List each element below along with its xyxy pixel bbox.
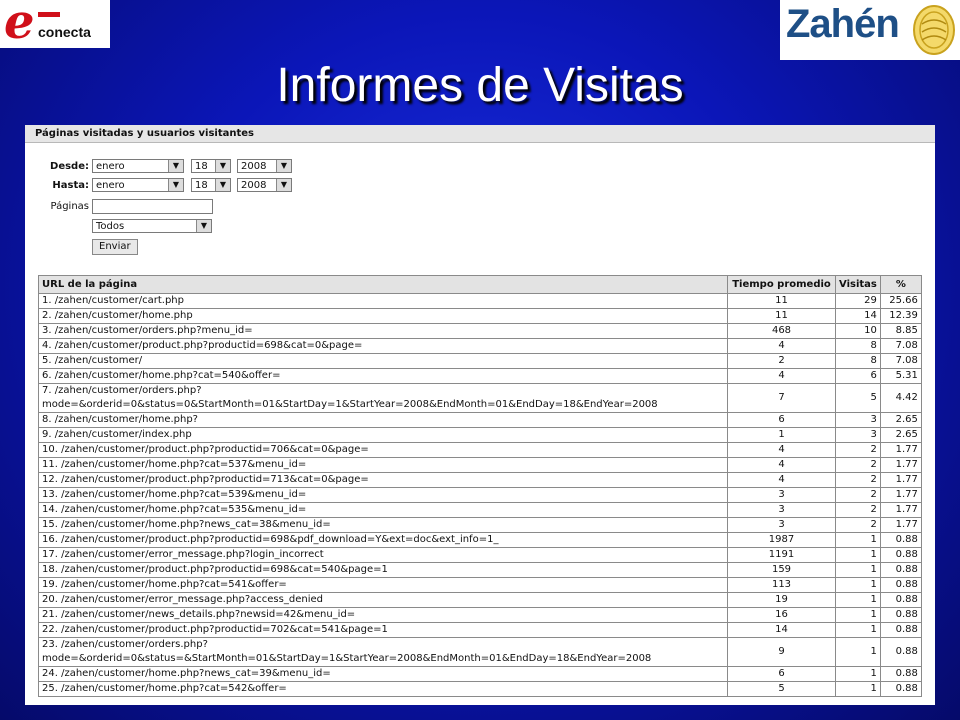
url-cell: 17. /zahen/customer/error_message.php?login_incorrect [39, 548, 728, 563]
table-row [39, 443, 922, 458]
hasta-month-select[interactable] [92, 178, 184, 192]
tiempo-cell: 1191 [728, 548, 836, 563]
hasta-year-value: 2008 [241, 180, 267, 191]
panel-title: Páginas visitadas y usuarios visitantes [25, 125, 935, 143]
slide-title: Informes de Visitas [276, 59, 684, 112]
tiempo-cell: 4 [728, 339, 836, 354]
url-cell: 5. /zahen/customer/ [39, 354, 728, 369]
visitas-cell: 3 [836, 413, 881, 428]
url-cell: 4. /zahen/customer/product.php?productid=698&cat=0&page= [39, 339, 728, 354]
pct-cell: 0.88 [880, 563, 921, 578]
pct-cell: 0.88 [880, 593, 921, 608]
tiempo-cell: 4 [728, 473, 836, 488]
visitas-cell: 29 [836, 294, 881, 309]
desde-month-select[interactable] [92, 159, 184, 173]
col-header-tiempo: Tiempo promedio [728, 276, 836, 294]
visitas-cell: 1 [836, 593, 881, 608]
table-header-row [39, 276, 922, 294]
tiempo-cell: 468 [728, 324, 836, 339]
visitas-cell: 5 [836, 384, 881, 413]
url-cell: 24. /zahen/customer/home.php?news_cat=39&menu_id= [39, 667, 728, 682]
chevron-down-icon: ▼ [215, 160, 230, 172]
tiempo-cell: 3 [728, 518, 836, 533]
col-header-url: URL de la página [39, 276, 728, 294]
tiempo-cell: 3 [728, 503, 836, 518]
tiempo-cell: 11 [728, 309, 836, 324]
table-row [39, 458, 922, 473]
pct-cell: 1.77 [880, 488, 921, 503]
tiempo-cell: 7 [728, 384, 836, 413]
logo-dash [38, 12, 60, 17]
visitas-cell: 2 [836, 458, 881, 473]
report-panel [25, 125, 935, 705]
pct-cell: 1.77 [880, 443, 921, 458]
url-cell: 16. /zahen/customer/product.php?productid=698&pdf_download=Y&ext=doc&ext_info=1_ [39, 533, 728, 548]
table-row [39, 638, 922, 667]
visitas-cell: 14 [836, 309, 881, 324]
paginas-label: Páginas [50, 201, 89, 212]
url-cell: 1. /zahen/customer/cart.php [39, 294, 728, 309]
pct-cell: 1.77 [880, 458, 921, 473]
col-header-visitas: Visitas [836, 276, 881, 294]
visitas-cell: 1 [836, 667, 881, 682]
tiempo-cell: 113 [728, 578, 836, 593]
hasta-month-value: enero [96, 180, 125, 191]
desde-label: Desde: [50, 161, 89, 172]
url-cell: 11. /zahen/customer/home.php?cat=537&menu_id= [39, 458, 728, 473]
pct-cell: 2.65 [880, 428, 921, 443]
visitas-cell: 1 [836, 533, 881, 548]
pct-cell: 0.88 [880, 638, 921, 667]
table-row [39, 339, 922, 354]
visits-table [38, 275, 922, 697]
econecta-logo [0, 0, 110, 48]
tiempo-cell: 16 [728, 608, 836, 623]
pct-cell: 0.88 [880, 623, 921, 638]
pct-cell: 7.08 [880, 354, 921, 369]
visitas-cell: 1 [836, 608, 881, 623]
table-row [39, 488, 922, 503]
pct-cell: 0.88 [880, 608, 921, 623]
tiempo-cell: 3 [728, 488, 836, 503]
url-cell: 7. /zahen/customer/orders.php? mode=&orderid=0&status=0&StartMonth=01&StartDay=1&StartYear=2008&EndMonth=01&EndDay=18&EndYear=2008 [39, 384, 728, 413]
table-row [39, 324, 922, 339]
logo-zahen-text: Zahén [786, 2, 899, 46]
table-row [39, 682, 922, 697]
pct-cell: 4.42 [880, 384, 921, 413]
tiempo-cell: 1 [728, 428, 836, 443]
pct-cell: 0.88 [880, 682, 921, 697]
tiempo-cell: 6 [728, 413, 836, 428]
pct-cell: 12.39 [880, 309, 921, 324]
chevron-down-icon: ▼ [168, 160, 183, 172]
table-row [39, 623, 922, 638]
pct-cell: 5.31 [880, 369, 921, 384]
tiempo-cell: 5 [728, 682, 836, 697]
zahen-logo [780, 0, 960, 60]
hasta-day-select[interactable] [191, 178, 231, 192]
url-cell: 23. /zahen/customer/orders.php? mode=&orderid=0&status=&StartMonth=01&StartDay=1&StartYear=2008&EndMonth=01&EndDay=18&EndYear=2008 [39, 638, 728, 667]
desde-day-value: 18 [195, 161, 208, 172]
pct-cell: 7.08 [880, 339, 921, 354]
pct-cell: 25.66 [880, 294, 921, 309]
visitas-cell: 6 [836, 369, 881, 384]
logo-e-mark: e [4, 0, 35, 50]
paginas-input[interactable] [92, 199, 213, 214]
tiempo-cell: 14 [728, 623, 836, 638]
table-row [39, 608, 922, 623]
chevron-down-icon: ▼ [276, 179, 291, 191]
logo-econecta-text: conecta [38, 24, 91, 40]
url-cell: 19. /zahen/customer/home.php?cat=541&offer= [39, 578, 728, 593]
visitas-cell: 2 [836, 443, 881, 458]
pct-cell: 1.77 [880, 473, 921, 488]
table-row [39, 667, 922, 682]
chevron-down-icon: ▼ [168, 179, 183, 191]
table-body [39, 294, 922, 697]
tiempo-cell: 4 [728, 443, 836, 458]
pct-cell: 2.65 [880, 413, 921, 428]
visitas-cell: 1 [836, 578, 881, 593]
hasta-label: Hasta: [52, 180, 89, 191]
url-cell: 13. /zahen/customer/home.php?cat=539&menu_id= [39, 488, 728, 503]
url-cell: 15. /zahen/customer/home.php?news_cat=38&menu_id= [39, 518, 728, 533]
visitas-cell: 1 [836, 682, 881, 697]
tiempo-cell: 4 [728, 458, 836, 473]
tiempo-cell: 11 [728, 294, 836, 309]
visitas-cell: 2 [836, 473, 881, 488]
pages-filter-value: Todos [96, 221, 125, 232]
visitas-cell: 1 [836, 548, 881, 563]
table-row [39, 518, 922, 533]
pct-cell: 0.88 [880, 667, 921, 682]
tiempo-cell: 1987 [728, 533, 836, 548]
desde-year-value: 2008 [241, 161, 267, 172]
desde-month-value: enero [96, 161, 125, 172]
url-cell: 20. /zahen/customer/error_message.php?access_denied [39, 593, 728, 608]
desde-day-select[interactable] [191, 159, 231, 173]
table-row [39, 369, 922, 384]
url-cell: 14. /zahen/customer/home.php?cat=535&menu_id= [39, 503, 728, 518]
chevron-down-icon: ▼ [196, 220, 211, 232]
table-row [39, 354, 922, 369]
pct-cell: 1.77 [880, 503, 921, 518]
url-cell: 12. /zahen/customer/product.php?productid=713&cat=0&page= [39, 473, 728, 488]
tiempo-cell: 4 [728, 369, 836, 384]
table-row [39, 309, 922, 324]
visitas-cell: 3 [836, 428, 881, 443]
url-cell: 25. /zahen/customer/home.php?cat=542&offer= [39, 682, 728, 697]
url-cell: 21. /zahen/customer/news_details.php?newsid=42&menu_id= [39, 608, 728, 623]
enviar-button[interactable]: Enviar [92, 239, 138, 255]
url-cell: 9. /zahen/customer/index.php [39, 428, 728, 443]
tiempo-cell: 9 [728, 638, 836, 667]
visitas-cell: 10 [836, 324, 881, 339]
url-cell: 6. /zahen/customer/home.php?cat=540&offer= [39, 369, 728, 384]
tiempo-cell: 2 [728, 354, 836, 369]
table-row [39, 533, 922, 548]
pct-cell: 0.88 [880, 578, 921, 593]
table-row [39, 563, 922, 578]
visitas-cell: 1 [836, 563, 881, 578]
url-cell: 3. /zahen/customer/orders.php?menu_id= [39, 324, 728, 339]
table-row [39, 548, 922, 563]
table-row [39, 473, 922, 488]
visitas-cell: 1 [836, 638, 881, 667]
visitas-cell: 2 [836, 518, 881, 533]
chevron-down-icon: ▼ [215, 179, 230, 191]
visitas-cell: 8 [836, 339, 881, 354]
table-row [39, 413, 922, 428]
url-cell: 8. /zahen/customer/home.php? [39, 413, 728, 428]
zahen-seal-icon [912, 4, 956, 56]
visitas-cell: 2 [836, 503, 881, 518]
visitas-cell: 1 [836, 623, 881, 638]
hasta-year-select[interactable] [237, 178, 292, 192]
pages-filter-select[interactable] [92, 219, 212, 233]
pct-cell: 0.88 [880, 533, 921, 548]
visitas-cell: 8 [836, 354, 881, 369]
url-cell: 22. /zahen/customer/product.php?productid=702&cat=541&page=1 [39, 623, 728, 638]
table-row [39, 503, 922, 518]
table-row [39, 428, 922, 443]
table-row [39, 384, 922, 413]
desde-year-select[interactable] [237, 159, 292, 173]
url-cell: 10. /zahen/customer/product.php?productid=706&cat=0&page= [39, 443, 728, 458]
hasta-day-value: 18 [195, 180, 208, 191]
table-row [39, 593, 922, 608]
tiempo-cell: 159 [728, 563, 836, 578]
table-row [39, 294, 922, 309]
visitas-cell: 2 [836, 488, 881, 503]
tiempo-cell: 6 [728, 667, 836, 682]
chevron-down-icon: ▼ [276, 160, 291, 172]
url-cell: 18. /zahen/customer/product.php?productid=698&cat=540&page=1 [39, 563, 728, 578]
url-cell: 2. /zahen/customer/home.php [39, 309, 728, 324]
tiempo-cell: 19 [728, 593, 836, 608]
pct-cell: 1.77 [880, 518, 921, 533]
table-row [39, 578, 922, 593]
col-header-pct: % [880, 276, 921, 294]
pct-cell: 8.85 [880, 324, 921, 339]
pct-cell: 0.88 [880, 548, 921, 563]
